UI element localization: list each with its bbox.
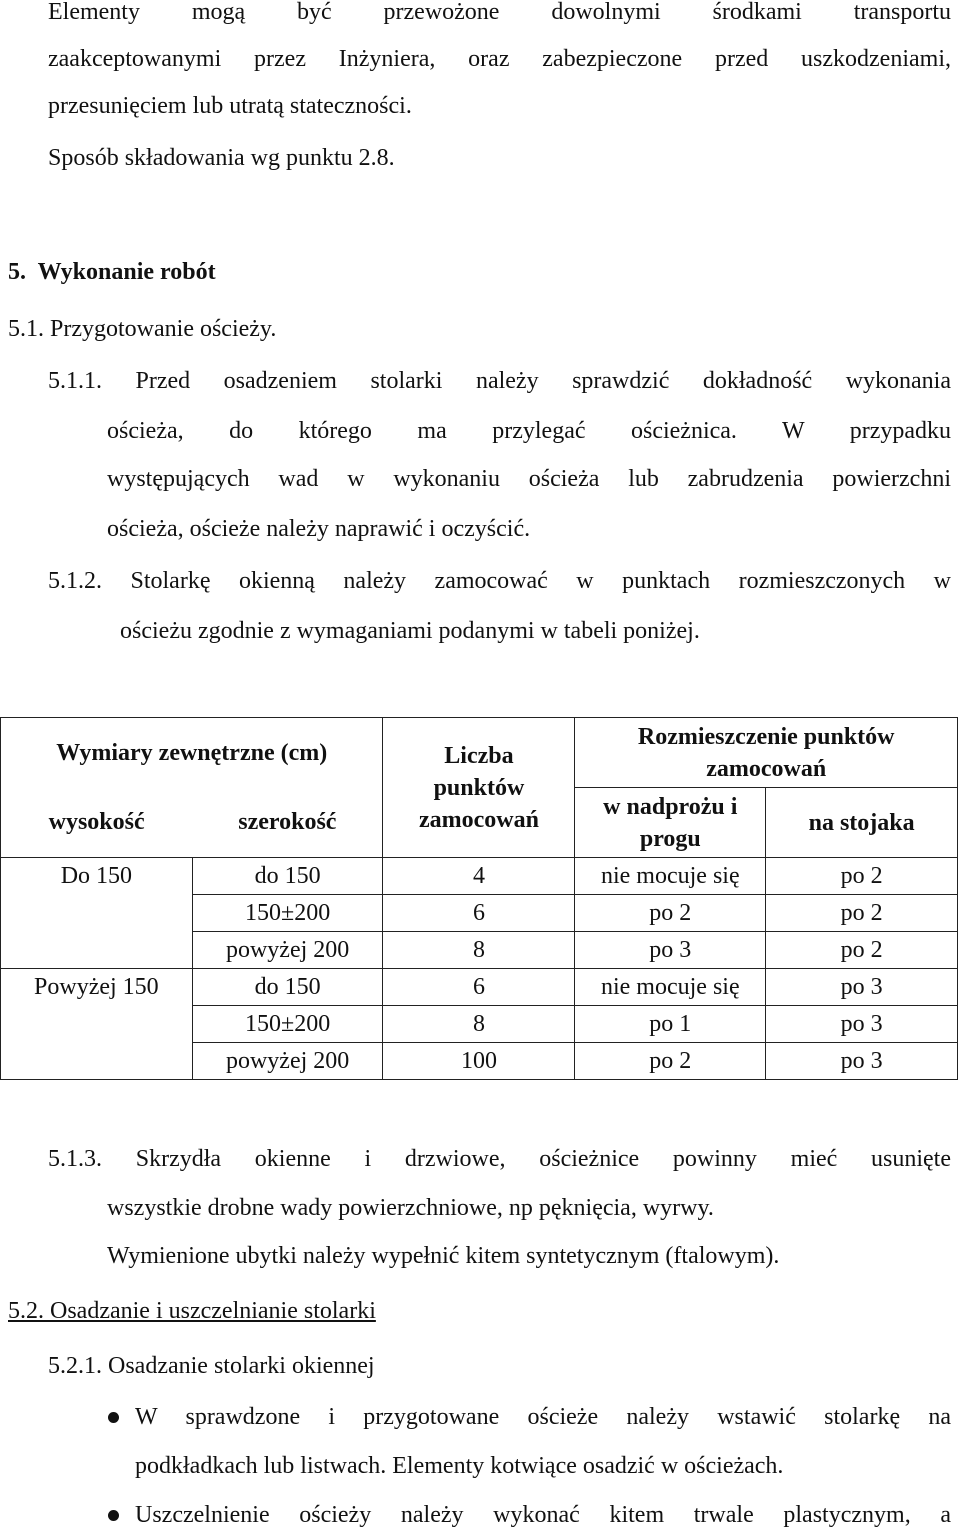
- cell-width: powyżej 200: [192, 1043, 383, 1080]
- cell-width: powyżej 200: [192, 932, 383, 969]
- cell-height: Do 150: [1, 858, 193, 895]
- heading-section-5-1: 5.1. Przygotowanie ościeży.: [8, 316, 277, 342]
- table-row: [1, 858, 958, 895]
- cell-width: 150±200: [192, 895, 383, 932]
- section-5-1-3-line1: 5.1.3. Skrzydła okienne i drzwiowe, ościeżnice powinny mieć usunięte: [48, 1146, 951, 1172]
- cell-count: 6: [383, 895, 575, 932]
- section-5-1-1-line3: występujących wad w wykonaniu ościeża lub zabrudzenia powierzchni: [107, 466, 951, 492]
- cell-lintel: po 3: [575, 932, 766, 969]
- table-row: [1, 932, 958, 969]
- paragraph-transport-line1: Elementy mogą być przewożone dowolnymi środkami transportu: [48, 0, 951, 25]
- header-jamb: na stojaka: [766, 788, 958, 858]
- header-points-count: Liczba punktów zamocowań: [383, 718, 575, 858]
- section-5-1-3-line2: wszystkie drobne wady powierzchniowe, np pęknięcia, wyrwy.: [107, 1195, 714, 1221]
- cell-jamb: po 3: [766, 969, 958, 1006]
- cell-lintel: nie mocuje się: [575, 858, 766, 895]
- cell-height: [1, 932, 193, 969]
- heading-section-5-2-1: 5.2.1. Osadzanie stolarki okiennej: [48, 1353, 375, 1379]
- header-outer-dimensions: Wymiary zewnętrzne (cm): [1, 718, 383, 788]
- cell-width: do 150: [192, 969, 383, 1006]
- cell-lintel: po 2: [575, 1043, 766, 1080]
- cell-jamb: po 2: [766, 858, 958, 895]
- mounting-points-table: [0, 717, 958, 1080]
- cell-height: [1, 1006, 193, 1043]
- paragraph-storage: Sposób składowania wg punktu 2.8.: [48, 145, 395, 171]
- cell-count: 4: [383, 858, 575, 895]
- header-points-placement: Rozmieszczenie punktów zamocowań: [575, 718, 958, 788]
- paragraph-transport-line3: przesunięciem lub utratą stateczności.: [48, 93, 412, 119]
- bullet-1-line1: W sprawdzone i przygotowane ościeże należy wstawić stolarkę na: [135, 1404, 951, 1430]
- section-5-1-1-line2: ościeża, do którego ma przylegać ościeżnica. W przypadku: [107, 418, 951, 444]
- header-height: wysokość: [1, 788, 193, 858]
- cell-count: 8: [383, 1006, 575, 1043]
- bullet-2-line1: Uszczelnienie ościeży należy wykonać kitem trwale plastycznym, a: [135, 1502, 951, 1528]
- table-row: [1, 895, 958, 932]
- heading-section-5-2: 5.2. Osadzanie i uszczelnianie stolarki: [8, 1298, 376, 1324]
- cell-height: [1, 1043, 193, 1080]
- section-5-1-1-line4: ościeża, ościeże należy naprawić i oczyścić.: [107, 516, 531, 542]
- header-width: szerokość: [192, 788, 383, 858]
- cell-jamb: po 2: [766, 895, 958, 932]
- section-5-1-2-line1: 5.1.2. Stolarkę okienną należy zamocować w punktach rozmieszczonych w: [48, 568, 951, 594]
- section-5-1-3-line3: Wymienione ubytki należy wypełnić kitem syntetycznym (ftalowym).: [107, 1243, 780, 1269]
- cell-lintel: nie mocuje się: [575, 969, 766, 1006]
- cell-count: 100: [383, 1043, 575, 1080]
- cell-jamb: po 2: [766, 932, 958, 969]
- bullet-icon: [108, 1412, 119, 1423]
- cell-count: 8: [383, 932, 575, 969]
- table-row: [1, 1043, 958, 1080]
- cell-count: 6: [383, 969, 575, 1006]
- cell-width: do 150: [192, 858, 383, 895]
- paragraph-transport-line2: zaakceptowanymi przez Inżyniera, oraz zabezpieczone przed uszkodzeniami,: [48, 46, 951, 72]
- table-row: [1, 969, 958, 1006]
- cell-jamb: po 3: [766, 1006, 958, 1043]
- cell-lintel: po 2: [575, 895, 766, 932]
- bullet-icon: [108, 1510, 119, 1521]
- bullet-1-line2: podkładkach lub listwach. Elementy kotwiące osadzić w ościeżach.: [135, 1453, 784, 1479]
- cell-height: [1, 895, 193, 932]
- cell-lintel: po 1: [575, 1006, 766, 1043]
- section-5-1-2-line2: ościeżu zgodnie z wymaganiami podanymi w tabeli poniżej.: [120, 618, 700, 644]
- cell-height: Powyżej 150: [1, 969, 193, 1006]
- heading-section-5: 5. Wykonanie robót: [8, 259, 216, 285]
- cell-jamb: po 3: [766, 1043, 958, 1080]
- cell-width: 150±200: [192, 1006, 383, 1043]
- table-row: [1, 1006, 958, 1043]
- header-lintel-sill: w nadprożu i progu: [575, 788, 766, 858]
- section-5-1-1-line1: 5.1.1. Przed osadzeniem stolarki należy sprawdzić dokładność wykonania: [48, 368, 951, 394]
